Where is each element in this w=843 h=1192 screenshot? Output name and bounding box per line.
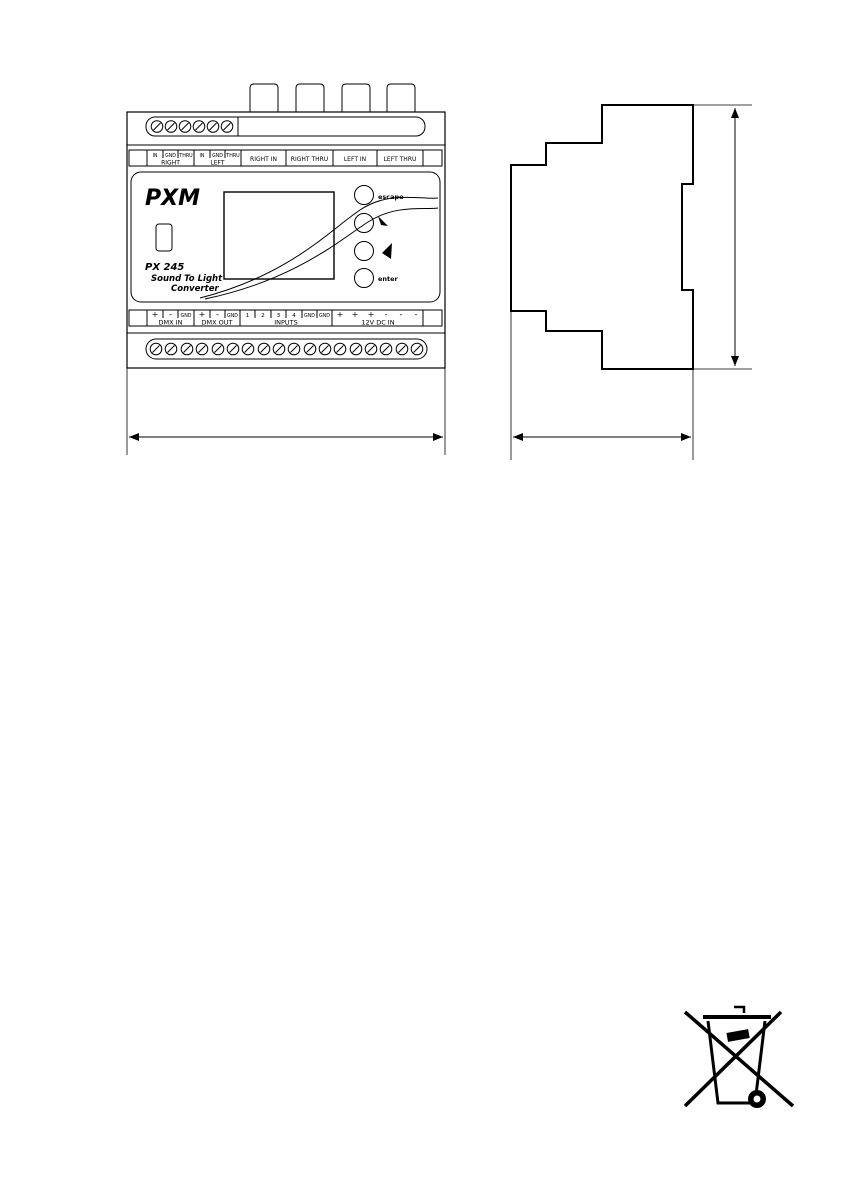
svg-text:THRU: THRU xyxy=(179,154,193,159)
svg-text:-: - xyxy=(414,310,418,319)
svg-text:3: 3 xyxy=(276,313,281,319)
brand-logo: PXM xyxy=(145,186,200,211)
svg-text:-: - xyxy=(169,310,172,319)
rca-sockets xyxy=(250,84,415,112)
top-screw-terminals xyxy=(151,121,233,133)
svg-text:THRU: THRU xyxy=(226,154,240,159)
dmx-out-label: DMX OUT xyxy=(201,318,233,327)
bottom-screw-terminals xyxy=(150,343,423,355)
model-name: PX 245 xyxy=(145,262,185,273)
enter-label: enter xyxy=(378,275,398,283)
svg-text:1: 1 xyxy=(245,313,250,319)
left-in-label: LEFT IN xyxy=(343,156,367,163)
svg-text:GND: GND xyxy=(165,154,176,159)
dmx-in-label: DMX IN xyxy=(158,318,183,327)
right-thru-label: RIGHT THRU xyxy=(290,156,329,163)
svg-text:-: - xyxy=(399,310,403,319)
left-group-label: LEFT xyxy=(210,159,225,167)
svg-text:IN: IN xyxy=(199,154,205,159)
svg-text:GND: GND xyxy=(212,154,223,159)
right-in-label: RIGHT IN xyxy=(250,156,277,163)
left-arrow-button[interactable] xyxy=(355,242,374,261)
svg-text:+: + xyxy=(367,310,375,319)
svg-text:GND: GND xyxy=(180,314,192,319)
svg-text:4: 4 xyxy=(292,313,296,319)
svg-text:2: 2 xyxy=(261,313,265,319)
lcd-display[interactable] xyxy=(224,192,334,279)
svg-text:+: + xyxy=(351,310,359,319)
svg-text:IN: IN xyxy=(152,154,158,159)
svg-text:-: - xyxy=(216,310,219,319)
panel-swoosh xyxy=(200,197,438,298)
svg-text:+: + xyxy=(336,310,344,319)
escape-label: escape xyxy=(378,193,404,201)
side-profile xyxy=(511,105,693,369)
model-subtitle-1: Sound To Light xyxy=(151,274,223,284)
front-view-labels xyxy=(145,153,418,327)
left-thru-label: LEFT THRU xyxy=(383,156,417,163)
side-view xyxy=(511,105,752,460)
bottom-terminal-strip xyxy=(146,339,427,359)
right-group-label: RIGHT xyxy=(161,159,180,167)
dc-in-label: 12V DC IN xyxy=(361,318,395,327)
svg-text:GND: GND xyxy=(304,314,315,319)
inputs-label: INPUTS xyxy=(274,318,298,327)
left-arrow-icon xyxy=(382,243,392,259)
svg-text:+: + xyxy=(151,310,159,319)
escape-button[interactable] xyxy=(355,186,374,205)
enter-button[interactable] xyxy=(355,269,374,288)
top-terminal-strip xyxy=(146,117,425,136)
right-arrow-icon xyxy=(378,216,388,226)
model-subtitle-2: Converter xyxy=(171,284,219,294)
svg-text:-: - xyxy=(384,310,388,319)
status-indicator xyxy=(156,224,172,251)
svg-text:GND: GND xyxy=(319,314,330,319)
svg-text:GND: GND xyxy=(227,314,238,319)
svg-text:+: + xyxy=(198,310,206,319)
weee-crossed-bin-icon xyxy=(685,1007,793,1108)
right-arrow-button[interactable] xyxy=(355,214,374,233)
